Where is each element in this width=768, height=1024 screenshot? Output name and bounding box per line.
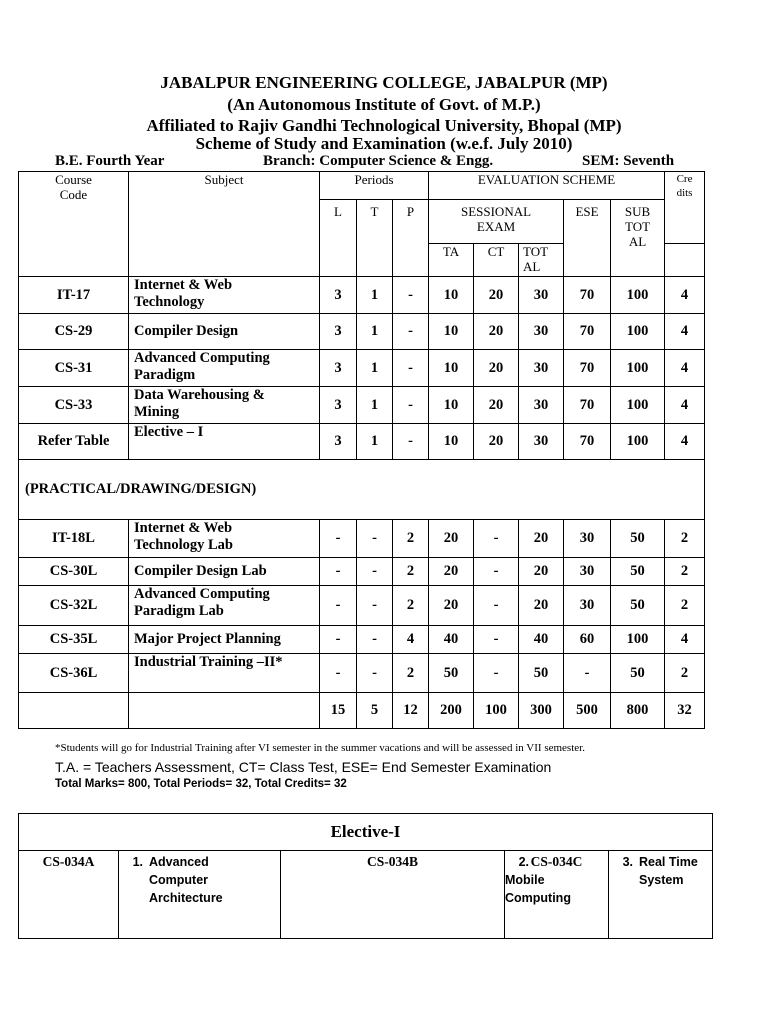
ct-value: - [474,654,519,693]
ta-value: 40 [429,626,474,654]
course-code: CS-29 [19,314,129,350]
subtotal-value: 100 [611,387,665,424]
t-value: - [357,520,393,558]
credits-header: Cre dits [665,172,705,244]
credits-value: 4 [665,424,705,460]
ct-value: - [474,586,519,626]
course-code: IT-17 [19,277,129,314]
table-row [19,314,705,350]
p-value: - [393,277,429,314]
elective-title: Elective-I [19,814,713,851]
subtotal-value: 100 [611,350,665,387]
ta-value: 10 [429,387,474,424]
l-value: 3 [320,277,357,314]
college-name: JABALPUR ENGINEERING COLLEGE, JABALPUR (MP) [160,73,608,92]
totals-note: Total Marks= 800, Total Periods= 32, Total Credits= 32 [55,778,347,790]
subject-name: Compiler Design Lab [129,558,320,586]
ese-value: 30 [564,520,611,558]
credits-blank-cell [665,244,705,277]
table-row [19,424,705,460]
l-value: - [320,654,357,693]
elective-code: CS-034A [19,851,119,939]
table-row [19,350,705,387]
industrial-training-note: *Students will go for Industrial Training after VI semester in the summer vacations and will be assessed in VII semester. [55,742,585,754]
total-value: 50 [519,654,564,693]
total-value: 30 [519,424,564,460]
t-value: - [357,558,393,586]
course-code: CS-31 [19,350,129,387]
ta-value: 50 [429,654,474,693]
ct-value: - [474,558,519,586]
abbreviation-note: T.A. = Teachers Assessment, CT= Class Test, ESE= End Semester Examination [55,759,552,775]
subject-name: Industrial Training –II* [129,654,320,693]
scheme-title: Scheme of Study and Examination (w.e.f. July 2010) [195,134,573,153]
ct-header: CT [474,244,519,277]
credits-value: 2 [665,586,705,626]
table-row [19,654,705,693]
ct-value: - [474,520,519,558]
l-value: 3 [320,314,357,350]
p-header: P [393,200,429,277]
affiliation: Affiliated to Rajiv Gandhi Technological University, Bhopal (MP) [146,116,622,135]
subject-name: Advanced Computing Paradigm [129,350,320,387]
l-value: - [320,586,357,626]
t-value: 1 [357,277,393,314]
total-l: 15 [320,693,357,729]
course-code: CS-30L [19,558,129,586]
t-value: - [357,626,393,654]
ct-value: 20 [474,314,519,350]
ese-value: 60 [564,626,611,654]
table-row [19,586,705,626]
total-t: 5 [357,693,393,729]
course-code: CS-36L [19,654,129,693]
ct-value: 20 [474,424,519,460]
elective-table: Elective-I CS-034A 1. Advanced Computer Architecture CS-034B 2.Mobile Computing CS-034C 3. Real Time System [18,813,713,939]
p-value: 2 [393,520,429,558]
ct-value: 20 [474,387,519,424]
ct-value: - [474,626,519,654]
practical-heading: (PRACTICAL/DRAWING/DESIGN) [19,460,705,520]
total-value: 30 [519,387,564,424]
course-code-header: Course Code [19,172,129,277]
ta-header: TA [429,244,474,277]
ese-value: 30 [564,586,611,626]
subject-header: Subject [129,172,320,277]
ta-value: 20 [429,520,474,558]
credits-value: 4 [665,626,705,654]
subject-name: Major Project Planning [129,626,320,654]
credits-value: 2 [665,558,705,586]
credits-value: 2 [665,654,705,693]
scheme-table [18,171,705,729]
totals-blank-code [19,693,129,729]
totals-row [19,693,705,729]
p-value: 2 [393,654,429,693]
subject-name: Internet & Web Technology [129,277,320,314]
l-value: - [320,558,357,586]
ese-value: 30 [564,558,611,586]
credits-value: 4 [665,314,705,350]
p-value: - [393,424,429,460]
branch-label: Branch: Computer Science & Engg. [263,153,494,169]
ese-header: ESE [564,200,611,277]
subject-name: Elective – I [129,424,320,460]
total-ct: 100 [474,693,519,729]
ta-value: 10 [429,314,474,350]
subtotal-value: 100 [611,626,665,654]
p-value: - [393,350,429,387]
ese-value: 70 [564,424,611,460]
table-row [19,520,705,558]
ta-value: 20 [429,586,474,626]
total-value: 30 [519,314,564,350]
total-header: TOT AL [519,244,564,277]
course-code: CS-35L [19,626,129,654]
table-row [19,277,705,314]
sessional-header: SESSIONAL EXAM [429,200,564,244]
l-value: 3 [320,387,357,424]
total-value: 20 [519,558,564,586]
institute-status: (An Autonomous Institute of Govt. of M.P.) [227,95,541,114]
t-value: 1 [357,350,393,387]
elective-name: 3. Real Time System [609,851,713,939]
subject-name: Compiler Design [129,314,320,350]
subtotal-value: 50 [611,520,665,558]
table-row [19,626,705,654]
subject-name: Data Warehousing & Mining [129,387,320,424]
p-value: - [393,387,429,424]
total-credits: 32 [665,693,705,729]
course-code: CS-33 [19,387,129,424]
ct-value: 20 [474,350,519,387]
l-header: L [320,200,357,277]
periods-header: Periods [320,172,429,200]
subject-name: Internet & Web Technology Lab [129,520,320,558]
t-value: - [357,586,393,626]
ese-value: 70 [564,350,611,387]
subtotal-value: 50 [611,654,665,693]
ct-value: 20 [474,277,519,314]
elective-name: 1. Advanced Computer Architecture [119,851,281,939]
totals-blank-subject [129,693,320,729]
t-header: T [357,200,393,277]
ta-value: 20 [429,558,474,586]
total-value: 40 [519,626,564,654]
subtotal-value: 100 [611,424,665,460]
elective-code: CS-034C [505,851,609,939]
ese-value: 70 [564,314,611,350]
total-value: 30 [519,350,564,387]
t-value: 1 [357,314,393,350]
t-value: 1 [357,387,393,424]
ta-value: 10 [429,424,474,460]
total-ta: 200 [429,693,474,729]
total-tot: 300 [519,693,564,729]
subject-name: Advanced Computing Paradigm Lab [129,586,320,626]
p-value: 4 [393,626,429,654]
l-value: 3 [320,350,357,387]
elective-code: CS-034B [281,851,505,939]
ta-value: 10 [429,277,474,314]
credits-value: 4 [665,277,705,314]
ese-value: 70 [564,387,611,424]
total-value: 30 [519,277,564,314]
subtotal-value: 50 [611,558,665,586]
l-value: - [320,520,357,558]
t-value: 1 [357,424,393,460]
credits-value: 4 [665,387,705,424]
ta-value: 10 [429,350,474,387]
total-sub: 800 [611,693,665,729]
semester-label: SEM: Seventh [582,153,675,169]
evaluation-header: EVALUATION SCHEME [429,172,665,200]
l-value: - [320,626,357,654]
subtotal-header: SUB TOT AL [611,200,665,277]
total-p: 12 [393,693,429,729]
t-value: - [357,654,393,693]
p-value: 2 [393,558,429,586]
subtotal-value: 100 [611,314,665,350]
p-value: 2 [393,586,429,626]
subtotal-value: 100 [611,277,665,314]
total-value: 20 [519,586,564,626]
credits-value: 2 [665,520,705,558]
table-row [19,387,705,424]
l-value: 3 [320,424,357,460]
total-ese: 500 [564,693,611,729]
subtotal-value: 50 [611,586,665,626]
course-code: IT-18L [19,520,129,558]
ese-value: - [564,654,611,693]
total-value: 20 [519,520,564,558]
credits-value: 4 [665,350,705,387]
course-code: CS-32L [19,586,129,626]
section-row [19,460,705,520]
course-code: Refer Table [19,424,129,460]
table-row [19,558,705,586]
p-value: - [393,314,429,350]
year-label: B.E. Fourth Year [55,153,165,169]
ese-value: 70 [564,277,611,314]
